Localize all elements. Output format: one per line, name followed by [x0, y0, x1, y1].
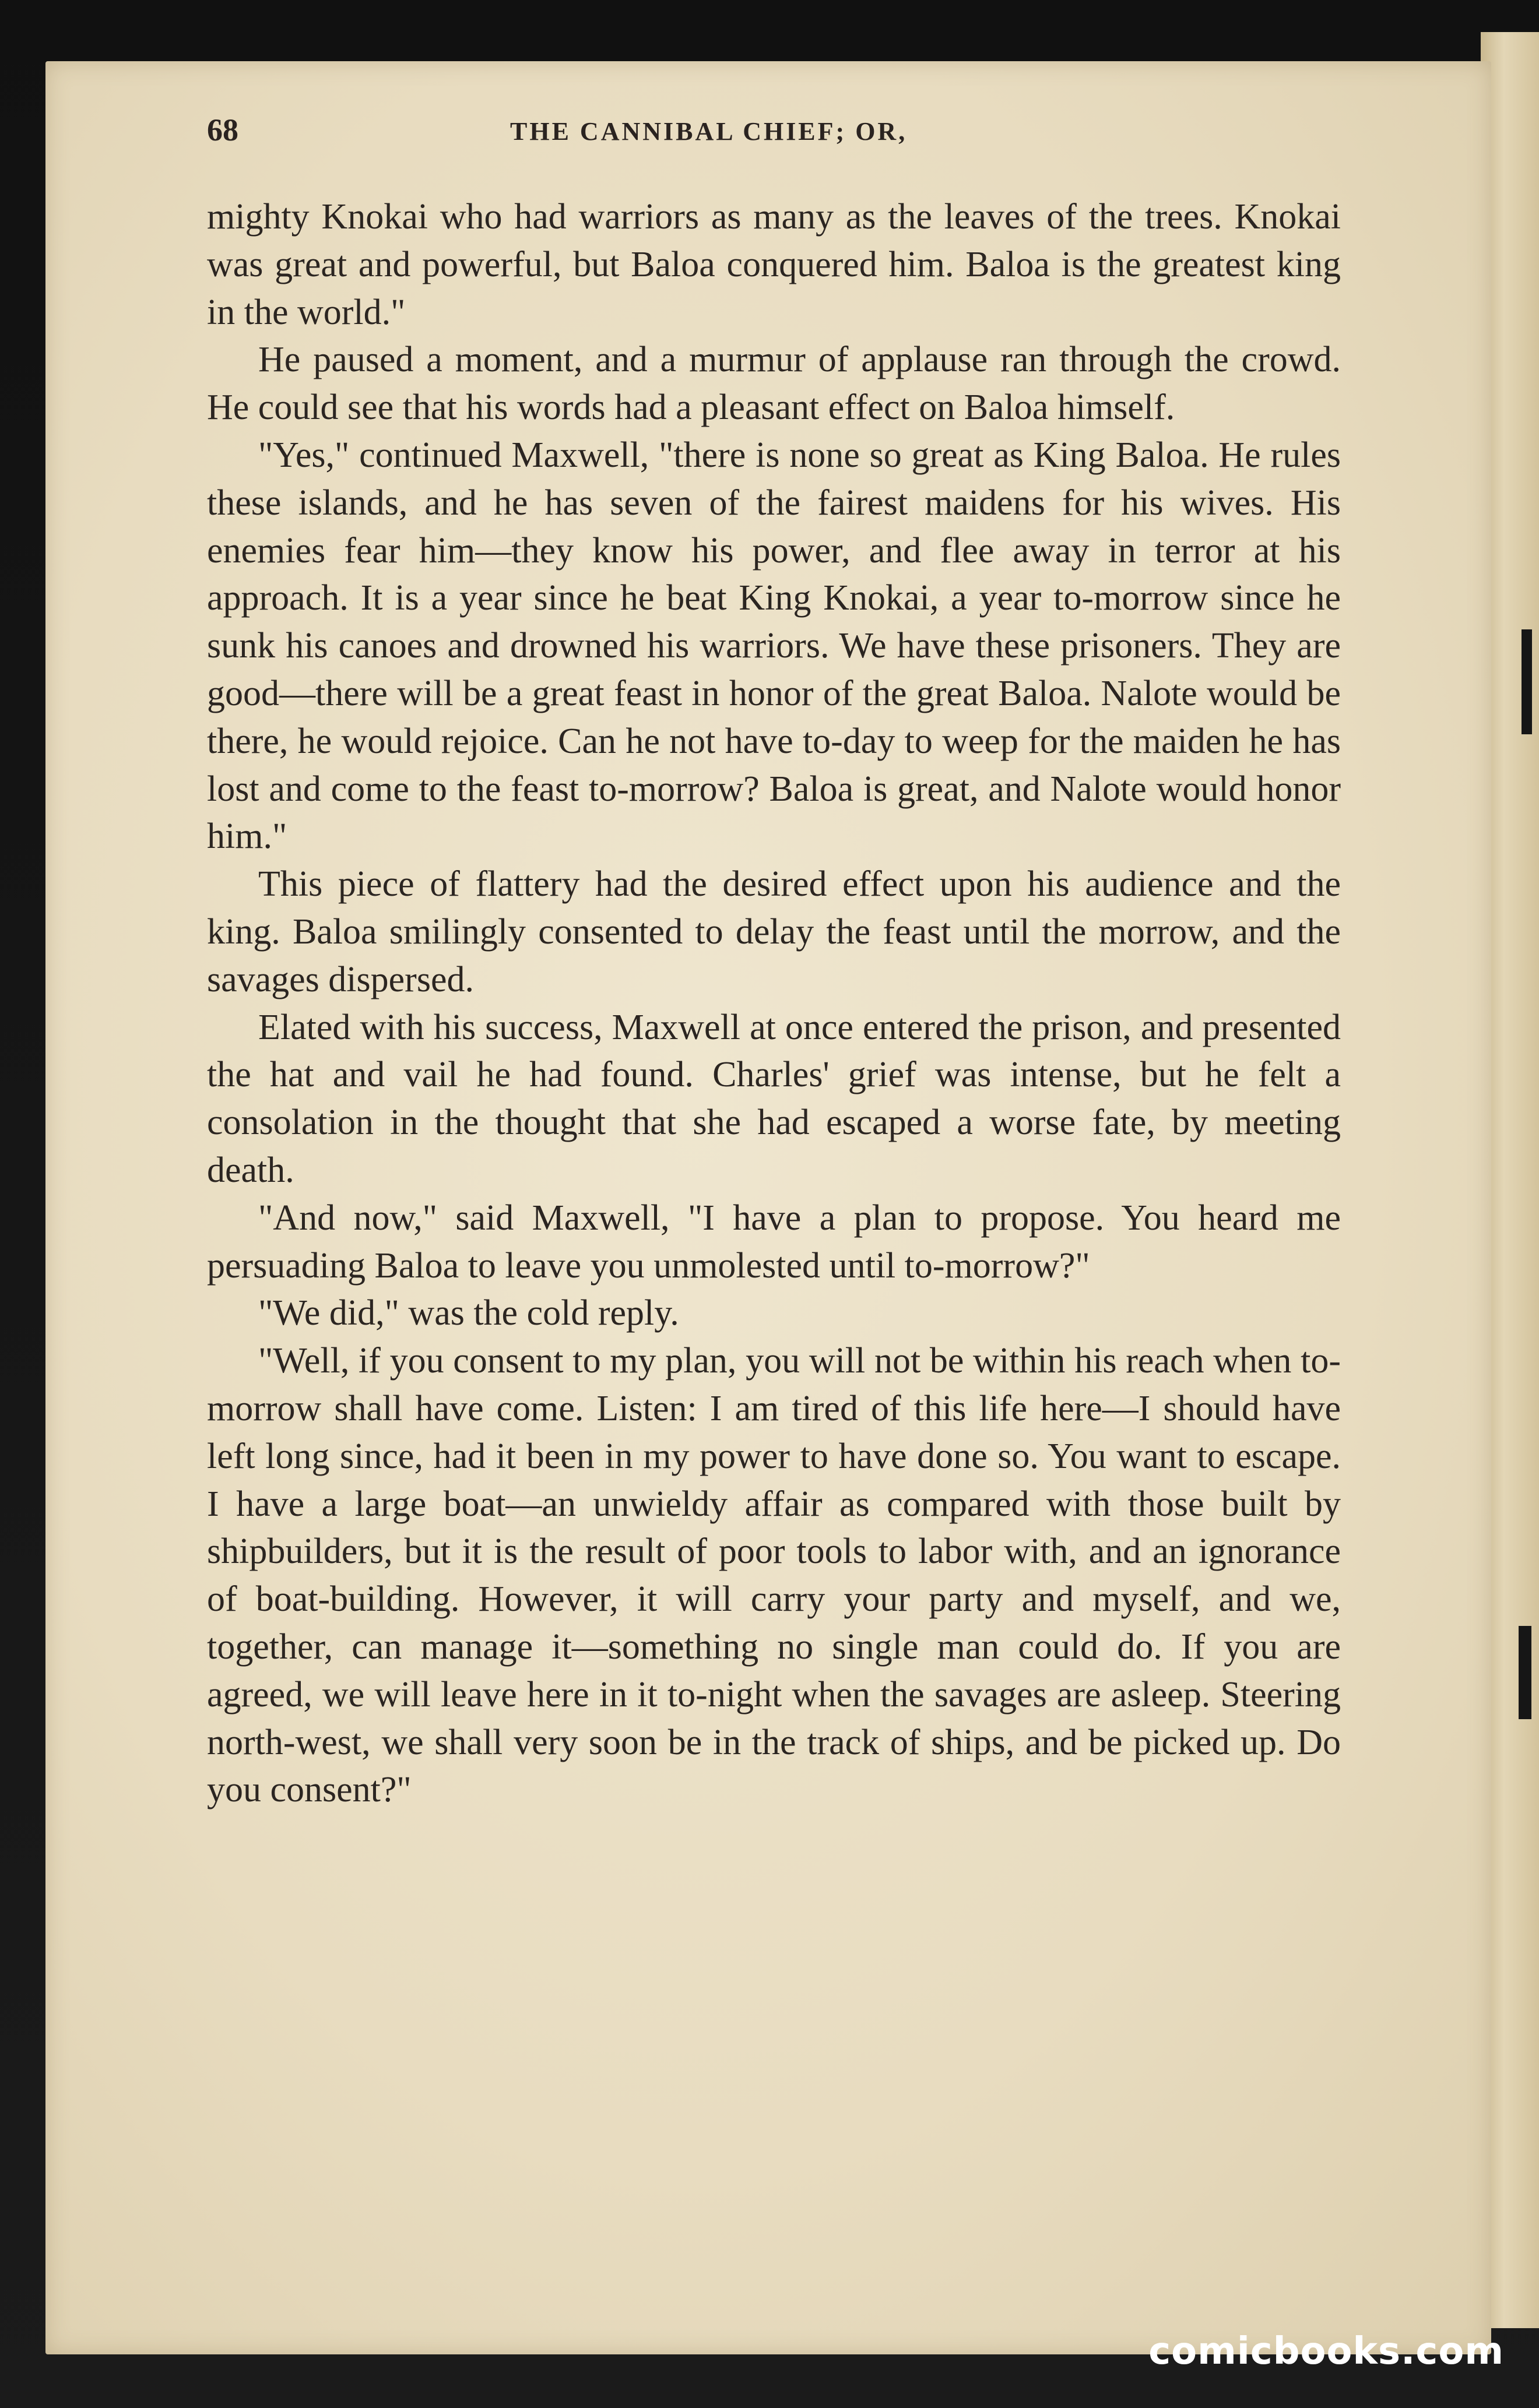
page-number: 68 — [207, 112, 238, 147]
binding-hole — [1519, 1626, 1531, 1719]
paragraph: He paused a moment, and a murmur of applause ran through the crowd. He could see that his words had a pleasant effect on Baloa himself. — [207, 340, 1341, 428]
paragraph: mighty Knokai who had warriors as many as the leaves of the trees. Knokai was great and powerful, but Baloa conquered him. Baloa is the greatest king in the world." — [207, 197, 1341, 332]
paragraph: "Well, if you consent to my plan, you will not be within his reach when to-morrow shall have come. Listen: I am tired of this life here—I should have left long since, had it been in my power to have done so. You want to escape. I have a large boat—an unwieldy affair as compared with those built by shipbuilders, but it is the result of poor tools to labor with, and an ignorance of boat-building. However, it will carry your party and myself, and we, together, can manage it—something no single man could do. If you are agreed, we will leave here in it to-night when the savages are asleep. Steering north-west, we shall very soon be in the track of ships, and be picked up. Do you consent?" — [207, 1341, 1341, 1810]
paragraph: This piece of flattery had the desired effect upon his audience and the king. Baloa smilingly consented to delay the feast until the morrow, and the savages dispersed. — [207, 864, 1341, 999]
paragraph: "Yes," continued Maxwell, "there is none so great as King Baloa. He rules these islands, and he has seven of the fairest maidens for his wives. His enemies fear him—they know his power, and flee away in terror at his approach. It is a year since he beat King Knokai, a year to-morrow since he sunk his canoes and drowned his warriors. We have these prisoners. They are good—there will be a great feast in honor of the great Baloa. Nalote would be there, he would rejoice. Can he not have to-day to weep for the maiden he has lost and come to the feast to-morrow? Baloa is great, and Nalote would honor him." — [207, 435, 1341, 857]
watermark: comicbooks.com — [1148, 2330, 1504, 2373]
paragraph: "And now," said Maxwell, "I have a plan to propose. You heard me persuading Baloa to leave you unmolested until to-morrow?" — [207, 1198, 1341, 1286]
page-header — [207, 112, 1344, 153]
running-head: THE CANNIBAL CHIEF; OR, — [510, 117, 908, 146]
paragraph: Elated with his success, Maxwell at once entered the prison, and presented the hat and vail he had found. Charles' grief was intense, but he felt a consolation in the thought that she had escaped a worse fate, by meeting death. — [207, 1007, 1341, 1190]
body-text — [207, 193, 1341, 1814]
binding-hole — [1522, 629, 1532, 734]
paragraph: "We did," was the cold reply. — [258, 1293, 679, 1333]
